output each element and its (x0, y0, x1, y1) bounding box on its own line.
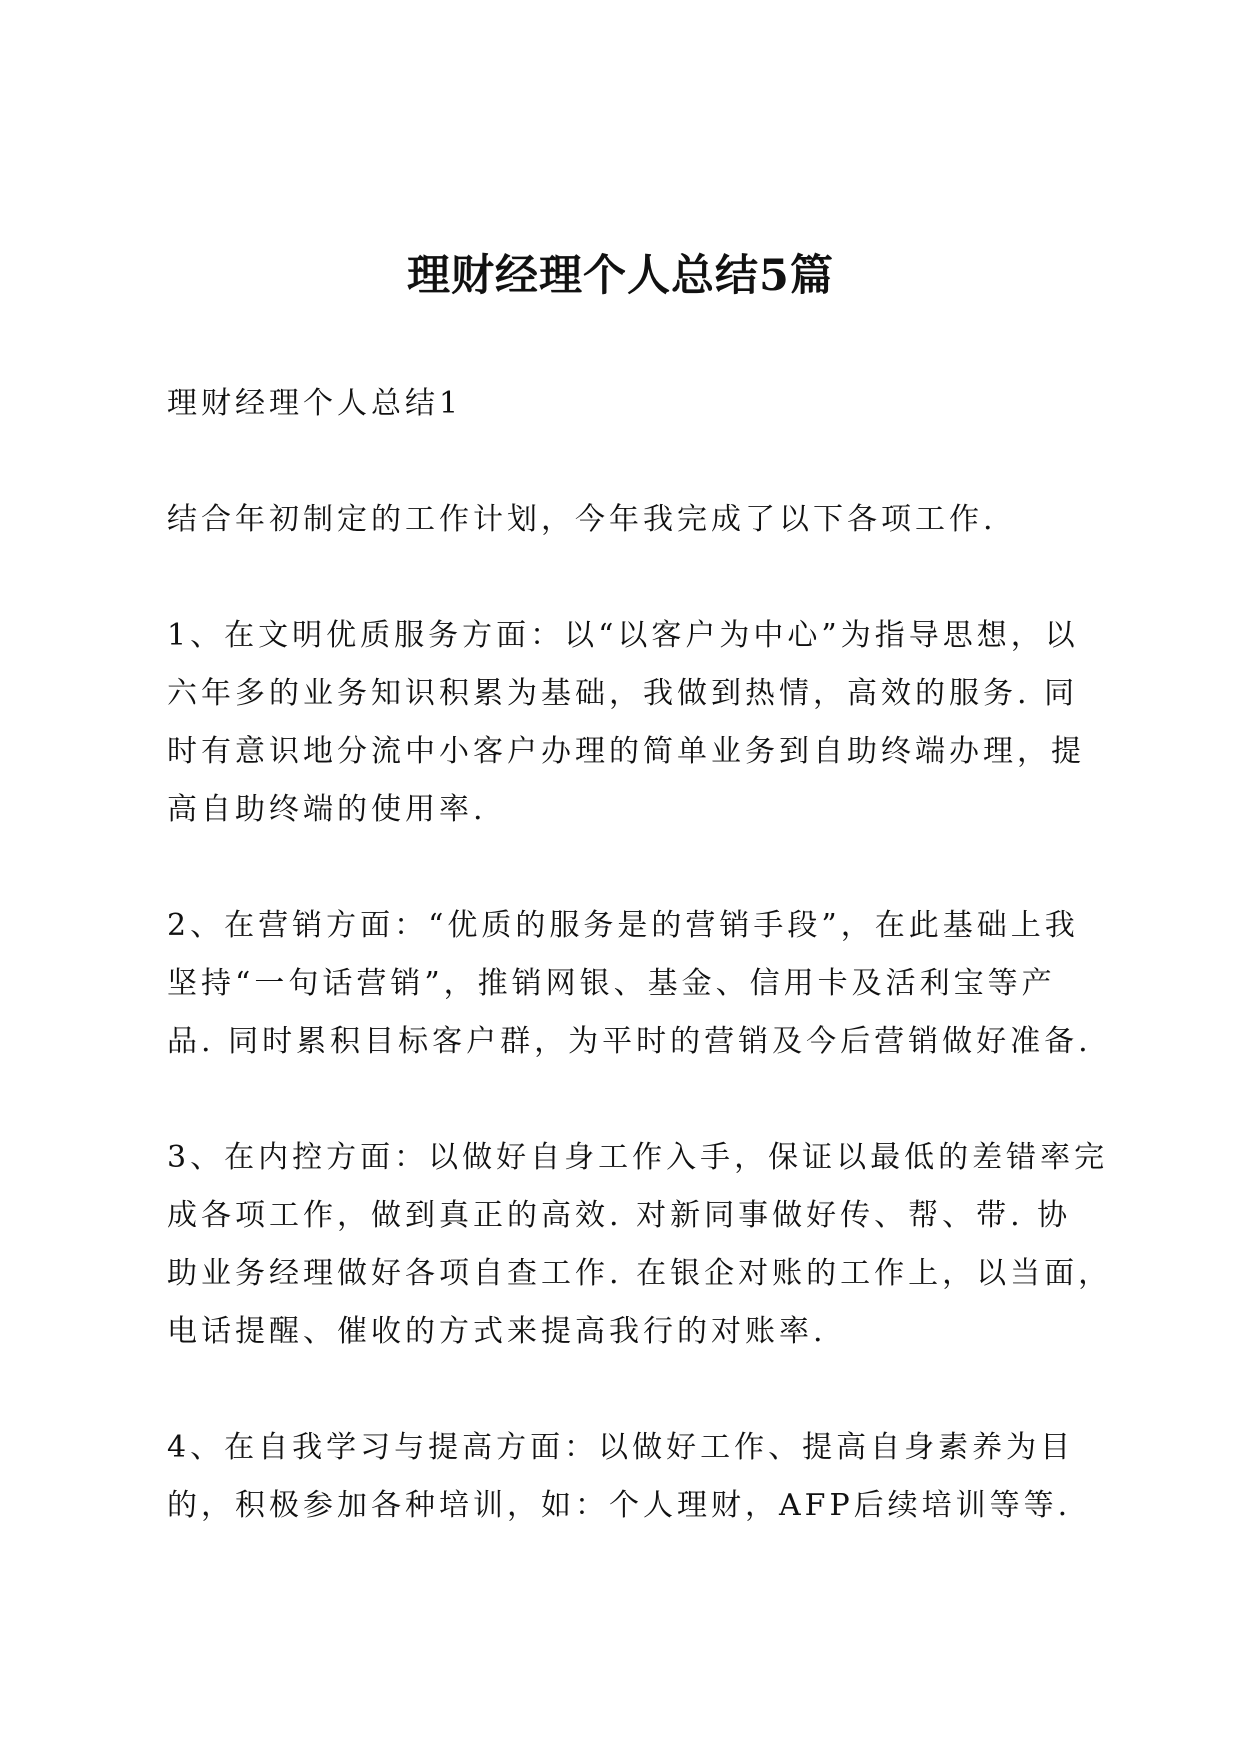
paragraph-internal-control (167, 1129, 1113, 1361)
document-title: 理财经理个人总结5篇 (407, 251, 834, 301)
text-line: 高自助终端的使用率. (167, 792, 487, 827)
text-line: 理财经理个人总结1 (167, 386, 463, 421)
text-line: 助业务经理做好各项自查工作. 在银企对账的工作上，以当面， (167, 1256, 1113, 1291)
paragraph-service (167, 607, 1087, 839)
text-line: 结合年初制定的工作计划，今年我完成了以下各项工作. (167, 502, 997, 537)
text-line: 的，积极参加各种培训，如：个人理财，AFP后续培训等等. (167, 1488, 1072, 1523)
text-line: 时有意识地分流中小客户办理的简单业务到自助终端办理，提 (167, 734, 1085, 769)
text-line: 电话提醒、催收的方式来提高我行的对账率. (167, 1314, 827, 1349)
text-line: 成各项工作，做到真正的高效. 对新同事做好传、帮、带. 协 (167, 1198, 1072, 1233)
document-body (167, 375, 1113, 1593)
text-line: 3、在内控方面：以做好自身工作入手，保证以最低的差错率完 (167, 1140, 1109, 1175)
text-line: 2、在营销方面：“优质的服务是的营销手段”，在此基础上我 (167, 908, 1079, 943)
intro-paragraph (167, 491, 1087, 549)
paragraph-self-learning (167, 1419, 1087, 1535)
section-heading (167, 375, 1087, 433)
text-line: 六年多的业务知识积累为基础，我做到热情，高效的服务. 同 (167, 676, 1079, 711)
paragraph-marketing (167, 897, 1092, 1071)
text-line: 品. 同时累积目标客户群，为平时的营销及今后营销做好准备. (167, 1024, 1092, 1059)
text-line: 4、在自我学习与提高方面：以做好工作、提高自身素养为目 (167, 1430, 1075, 1465)
text-line: 坚持“一句话营销”，推销网银、基金、信用卡及活利宝等产 (167, 966, 1056, 1001)
text-line: 1、在文明优质服务方面：以“以客户为中心”为指导思想，以 (167, 618, 1079, 653)
